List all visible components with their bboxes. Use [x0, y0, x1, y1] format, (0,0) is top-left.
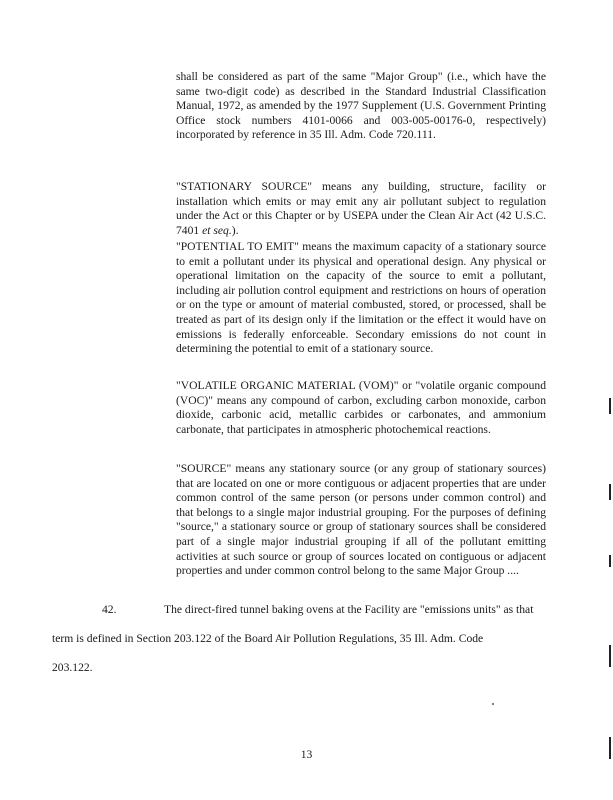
- et-seq-italic: et seq.: [202, 223, 232, 237]
- block-quote-potential-to-emit: "POTENTIAL TO EMIT" means the maximum capacity of a stationary source to emit a pollutant under its physical and operational design. Any physical or operational limitation on the capacity of the source to emit a pollutant, including air pollution control equipment and restrictions on hours of operation or on the type or amount of material combusted, stored, or processed, shall be treated as part of its design only if the limitation or the effect it would have on emissions is federally enforceable. Secondary emissions do not count in determining the potential to emit of a stationary source.: [176, 240, 546, 356]
- paragraph-line-3: 203.122.: [52, 661, 93, 674]
- margin-change-bar: [609, 737, 611, 759]
- block-quote-stationary-source: "STATIONARY SOURCE" means any building, structure, facility or installation which emits or may emit any air pollutant subject to regulation under the Act or this Chapter or by USEPA under the Clean Air Act (42 U.S.C. 7401 et seq.).: [176, 180, 546, 237]
- margin-change-bar: [609, 398, 611, 414]
- margin-change-bar: [609, 555, 611, 567]
- margin-change-bar: [609, 484, 611, 500]
- paragraph-text: The direct-fired tunnel baking ovens at the Facility are "emissions units" as that: [164, 603, 534, 616]
- paragraph-number: 42.: [102, 603, 117, 616]
- paragraph-line-2: term is defined in Section 203.122 of the Board Air Pollution Regulations, 35 Ill. Adm. Code: [52, 632, 484, 645]
- block-quote-source: "SOURCE" means any stationary source (or any group of stationary sources) that are located on one or more contiguous or adjacent properties that are under common control of the same person (or persons under common control) and that belongs to a single major industrial grouping. For the purposes of defining "source," a stationary source or group of stationary sources shall be considered part of a single major industrial grouping if all of the pollutant emitting activities at such source or group of sources located on contiguous or adjacent properties and under common control belong to the same Major Group ....: [176, 462, 546, 578]
- margin-change-bar: [609, 645, 611, 667]
- scan-speck: [492, 703, 494, 705]
- paragraph-line-1: [52, 603, 533, 616]
- block-quote-major-group: shall be considered as part of the same "Major Group" (i.e., which have the same two-digit code) as described in the Standard Industrial Classification Manual, 1972, as amended by the 1977 Supplement (U.S. Government Printing Office stock numbers 4101-0066 and 003-005-00176-0, respectively) incorporated by reference in 35 Ill. Adm. Code 720.111.: [176, 70, 546, 142]
- page-number: 13: [300, 748, 313, 761]
- block-quote-volatile-organic-material: "VOLATILE ORGANIC MATERIAL (VOM)" or "volatile organic compound (VOC)" means any compound of carbon, excluding carbon monoxide, carbon dioxide, carbonic acid, metallic carbides or carbonates, and ammonium carbonate, that participates in atmospheric photochemical reactions.: [176, 379, 546, 436]
